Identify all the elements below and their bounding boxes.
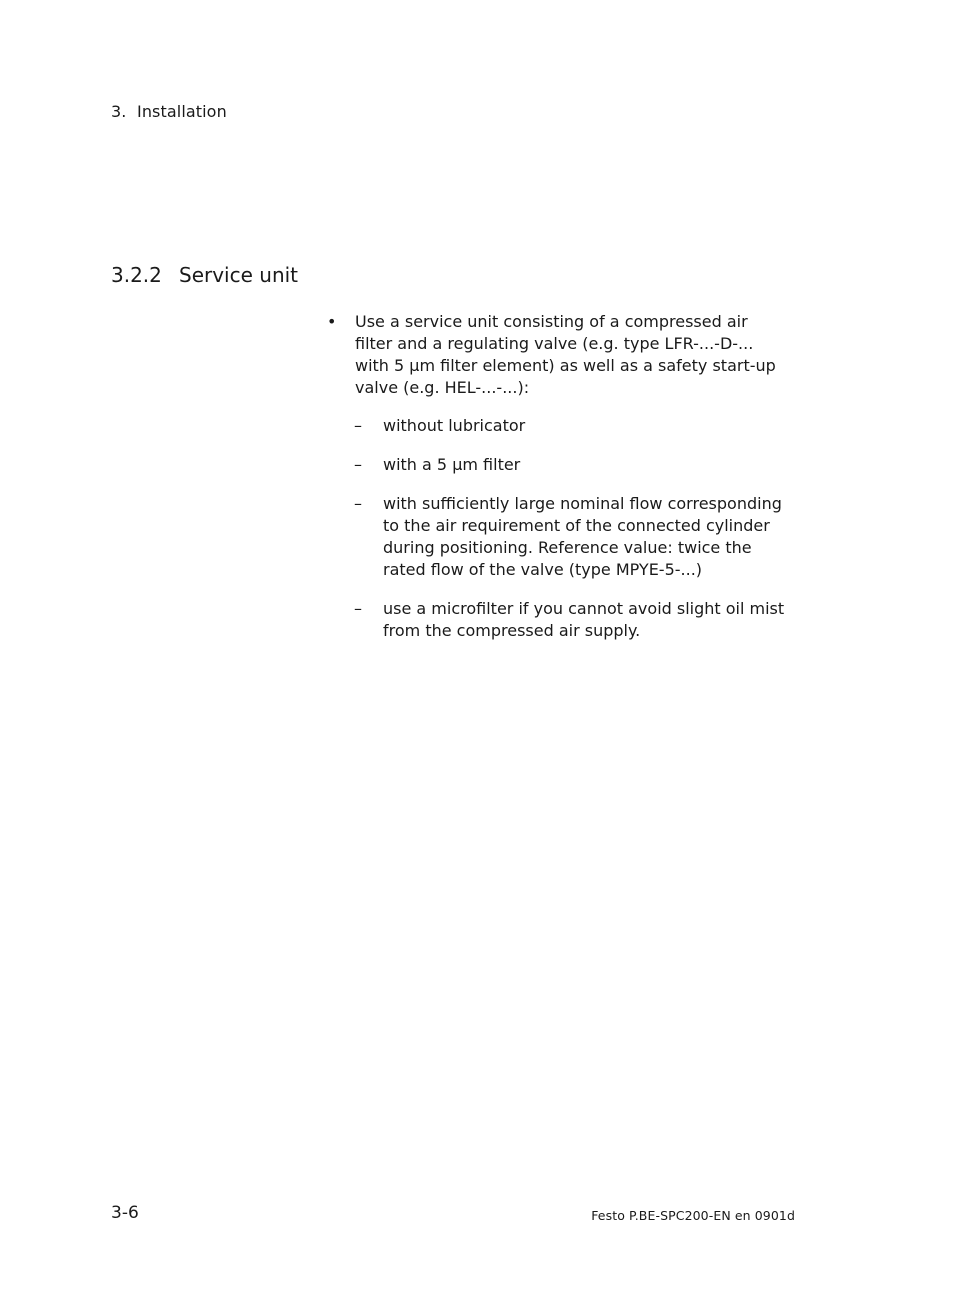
dash-marker: – [354, 599, 362, 618]
bullet-text: Use a service unit consisting of a compressed air filter and a regulating valve (e.g. type LFR-...-D-... with 5 µm filter element) as well as a safety start-up valve (e.g. HEL-...-...): [355, 312, 776, 397]
dash-item-text: use a microfilter if you cannot avoid slight oil mist from the compressed air supply. [383, 599, 785, 640]
section-heading [111, 263, 298, 287]
page-number: 3-6 [111, 1203, 139, 1223]
dash-marker: – [354, 455, 362, 474]
bullet-item [327, 311, 787, 399]
section-number: 3.2.2 [111, 263, 162, 287]
dash-list [327, 415, 787, 642]
section-title: Service unit [179, 263, 299, 287]
chapter-number: 3. [111, 102, 127, 121]
dash-item-text: with a 5 µm filter [383, 455, 521, 474]
dash-item-text: with sufficiently large nominal flow corresponding to the air requirement of the connected cylinder during positioning. Reference value: twice the rated flow of the valve (type MPYE-5-...) [383, 494, 782, 579]
dash-marker: – [354, 416, 362, 435]
running-header [111, 102, 227, 121]
dash-marker: – [354, 494, 362, 513]
dash-item-text: without lubricator [383, 416, 526, 435]
dash-item [354, 415, 787, 437]
dash-item [354, 598, 787, 642]
chapter-title: Installation [137, 102, 227, 121]
bullet-marker: • [327, 312, 337, 331]
dash-item [354, 454, 787, 476]
content-body [327, 311, 787, 659]
dash-item [354, 493, 787, 581]
document-id: Festo P.BE-SPC200-EN en 0901d [591, 1208, 795, 1223]
